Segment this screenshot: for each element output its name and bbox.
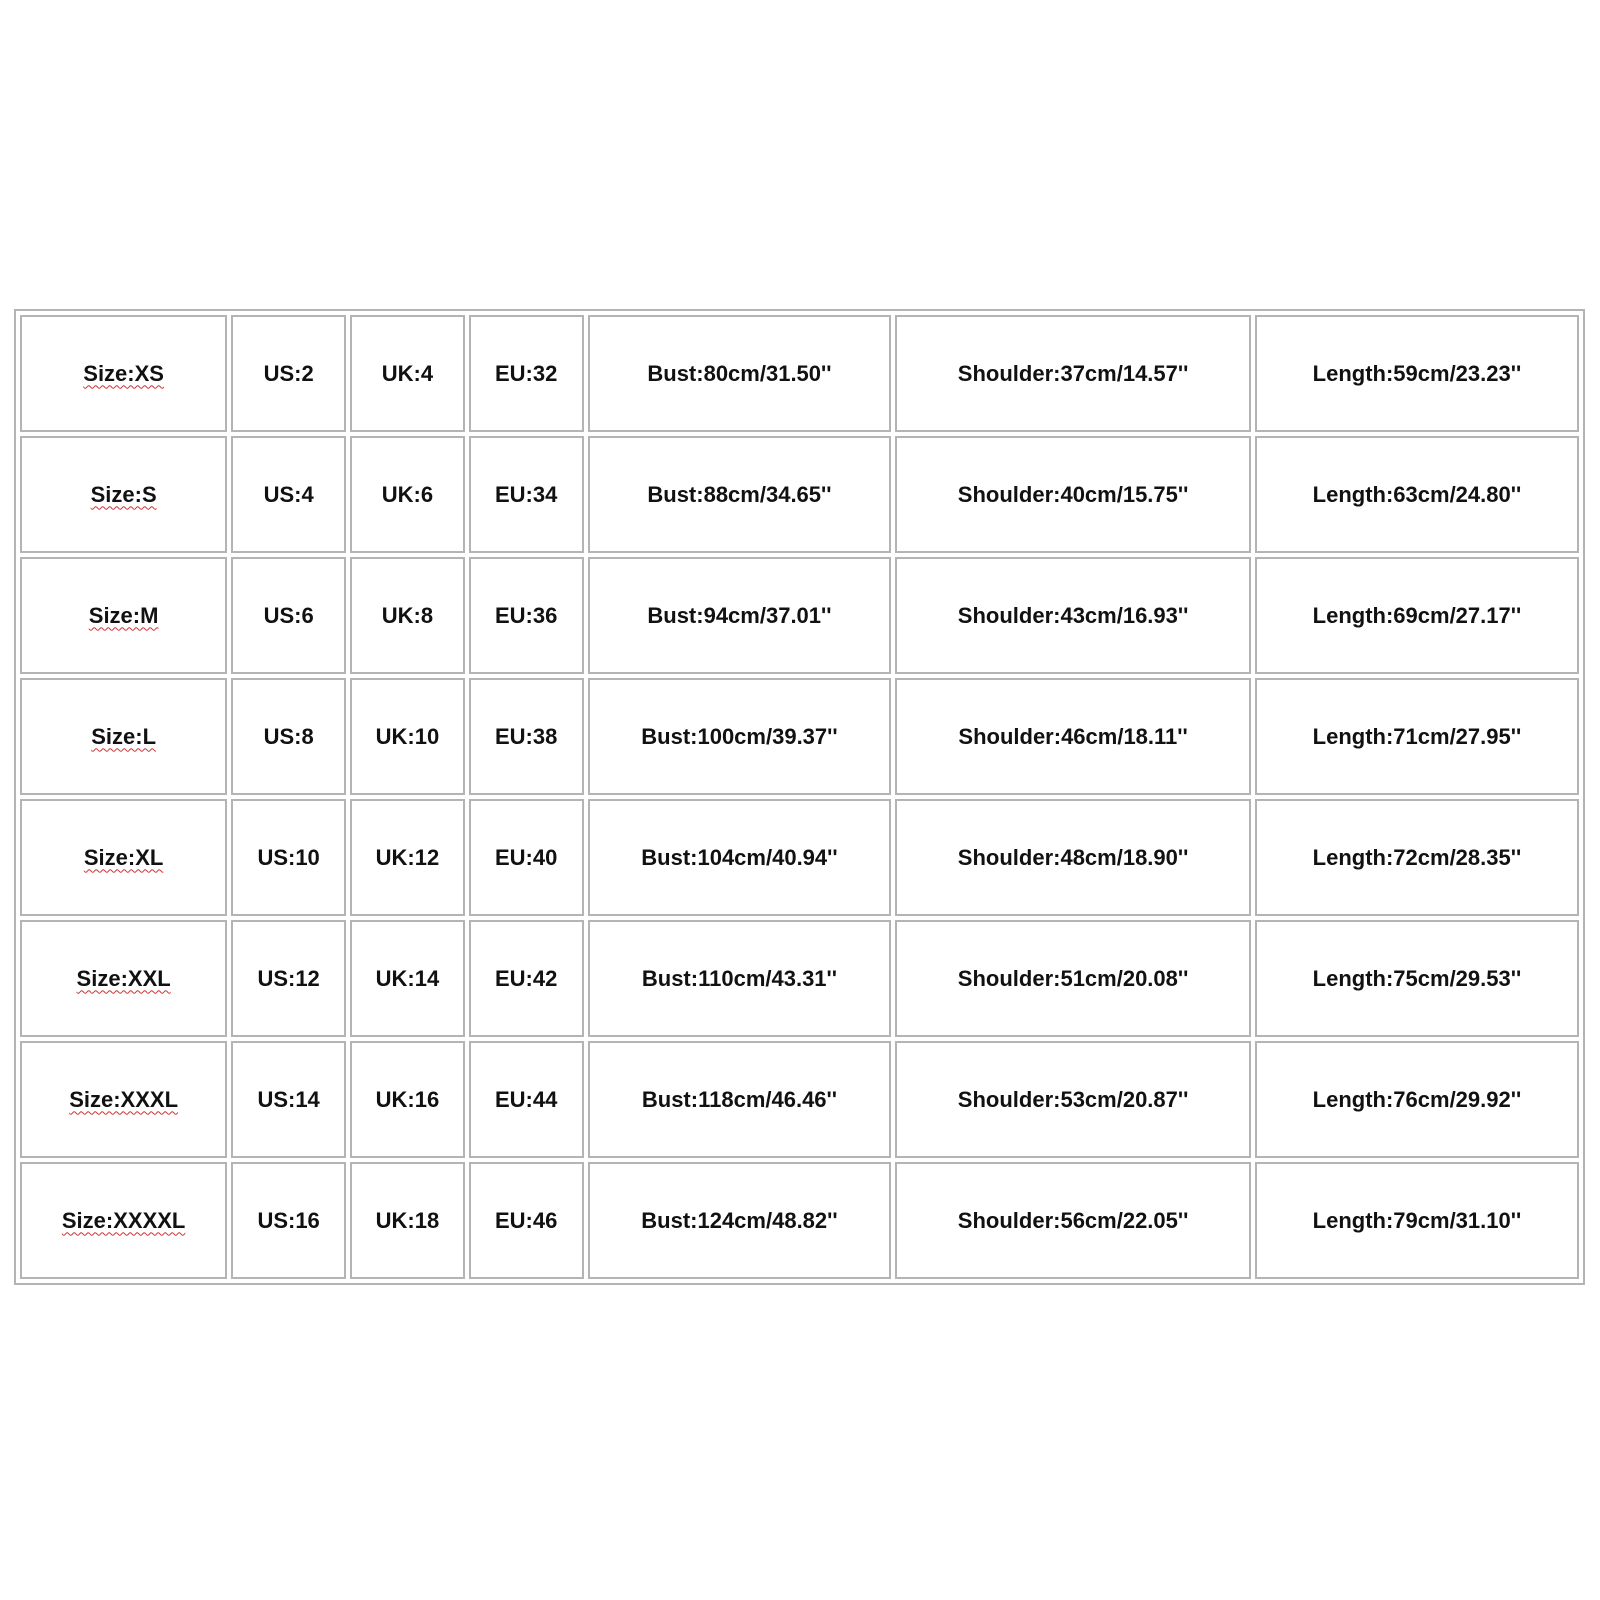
- size-chart-body: [20, 315, 1579, 1279]
- size-cell: [20, 1162, 227, 1279]
- length-cell: Length:69cm/27.17'': [1255, 557, 1579, 674]
- us-size-cell: US:8: [231, 678, 346, 795]
- shoulder-cell: Shoulder:46cm/18.11'': [895, 678, 1251, 795]
- eu-size-cell: EU:36: [469, 557, 584, 674]
- bust-cell: Bust:94cm/37.01'': [588, 557, 892, 674]
- uk-size-cell: UK:8: [350, 557, 465, 674]
- bust-cell: Bust:110cm/43.31'': [588, 920, 892, 1037]
- length-cell: Length:71cm/27.95'': [1255, 678, 1579, 795]
- us-size-cell: US:14: [231, 1041, 346, 1158]
- table-row: [20, 315, 1579, 432]
- length-cell: Length:63cm/24.80'': [1255, 436, 1579, 553]
- us-size-cell: US:6: [231, 557, 346, 674]
- size-cell: [20, 799, 227, 916]
- uk-size-cell: UK:14: [350, 920, 465, 1037]
- length-cell: Length:75cm/29.53'': [1255, 920, 1579, 1037]
- bust-cell: Bust:88cm/34.65'': [588, 436, 892, 553]
- size-cell: [20, 678, 227, 795]
- uk-size-cell: UK:12: [350, 799, 465, 916]
- eu-size-cell: EU:40: [469, 799, 584, 916]
- size-cell: [20, 436, 227, 553]
- shoulder-cell: Shoulder:40cm/15.75'': [895, 436, 1251, 553]
- eu-size-cell: EU:42: [469, 920, 584, 1037]
- us-size-cell: US:16: [231, 1162, 346, 1279]
- size-label: Size:S: [90, 481, 157, 507]
- shoulder-cell: Shoulder:43cm/16.93'': [895, 557, 1251, 674]
- uk-size-cell: UK:16: [350, 1041, 465, 1158]
- size-cell: [20, 1041, 227, 1158]
- shoulder-cell: Shoulder:56cm/22.05'': [895, 1162, 1251, 1279]
- bust-cell: Bust:124cm/48.82'': [588, 1162, 892, 1279]
- eu-size-cell: EU:32: [469, 315, 584, 432]
- us-size-cell: US:10: [231, 799, 346, 916]
- bust-cell: Bust:104cm/40.94'': [588, 799, 892, 916]
- size-cell: [20, 557, 227, 674]
- uk-size-cell: UK:4: [350, 315, 465, 432]
- shoulder-cell: Shoulder:53cm/20.87'': [895, 1041, 1251, 1158]
- uk-size-cell: UK:18: [350, 1162, 465, 1279]
- table-row: [20, 920, 1579, 1037]
- us-size-cell: US:2: [231, 315, 346, 432]
- size-label: Size:XXXL: [69, 1086, 179, 1112]
- table-row: [20, 436, 1579, 553]
- size-label: Size:XL: [83, 844, 164, 870]
- length-cell: Length:79cm/31.10'': [1255, 1162, 1579, 1279]
- size-label: Size:M: [88, 602, 159, 628]
- eu-size-cell: EU:44: [469, 1041, 584, 1158]
- size-cell: [20, 315, 227, 432]
- uk-size-cell: UK:6: [350, 436, 465, 553]
- eu-size-cell: EU:34: [469, 436, 584, 553]
- uk-size-cell: UK:10: [350, 678, 465, 795]
- table-row: [20, 557, 1579, 674]
- shoulder-cell: Shoulder:48cm/18.90'': [895, 799, 1251, 916]
- table-row: [20, 799, 1579, 916]
- bust-cell: Bust:80cm/31.50'': [588, 315, 892, 432]
- shoulder-cell: Shoulder:51cm/20.08'': [895, 920, 1251, 1037]
- size-cell: [20, 920, 227, 1037]
- size-label: Size:XS: [83, 360, 164, 386]
- size-label: Size:L: [91, 723, 157, 749]
- table-row: [20, 1162, 1579, 1279]
- length-cell: Length:72cm/28.35'': [1255, 799, 1579, 916]
- size-label: Size:XXXXL: [61, 1207, 186, 1233]
- size-chart-table: [14, 309, 1585, 1285]
- us-size-cell: US:4: [231, 436, 346, 553]
- shoulder-cell: Shoulder:37cm/14.57'': [895, 315, 1251, 432]
- bust-cell: Bust:118cm/46.46'': [588, 1041, 892, 1158]
- eu-size-cell: EU:38: [469, 678, 584, 795]
- table-row: [20, 678, 1579, 795]
- table-row: [20, 1041, 1579, 1158]
- size-label: Size:XXL: [76, 965, 171, 991]
- length-cell: Length:76cm/29.92'': [1255, 1041, 1579, 1158]
- bust-cell: Bust:100cm/39.37'': [588, 678, 892, 795]
- eu-size-cell: EU:46: [469, 1162, 584, 1279]
- us-size-cell: US:12: [231, 920, 346, 1037]
- length-cell: Length:59cm/23.23'': [1255, 315, 1579, 432]
